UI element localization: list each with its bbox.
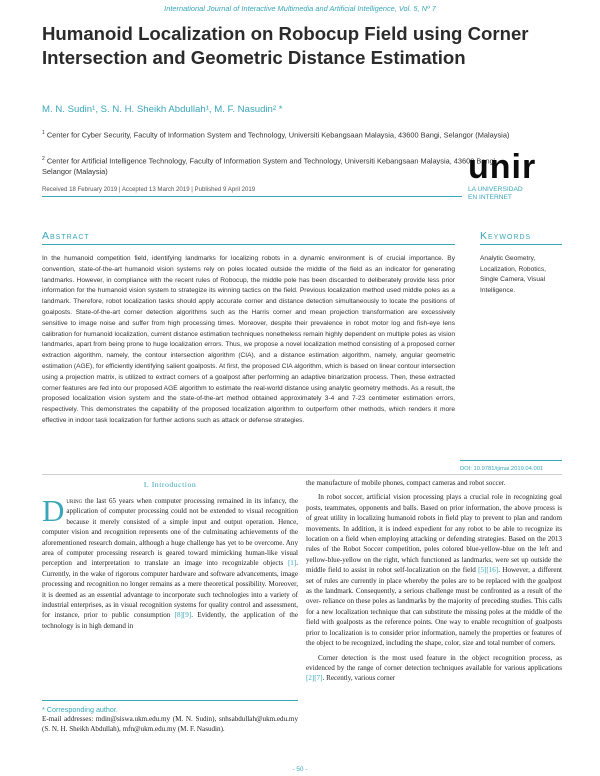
corresponding-author-box <box>42 700 298 735</box>
affiliation-number: 2 <box>42 156 45 162</box>
logo-subtitle-2: EN INTERNET <box>468 194 512 201</box>
affiliation-2 <box>42 154 512 178</box>
abstract-divider <box>42 244 455 245</box>
citation-link[interactable]: [5][16] <box>478 566 499 575</box>
affiliation-number: 1 <box>42 130 45 136</box>
logo-subtitle-1: LA UNIVERSIDAD <box>468 186 523 193</box>
paper-title: Humanoid Localization on Robocup Field using Corner Intersection and Geometric Distance Estimation <box>42 23 529 68</box>
para-text: Corner detection is the most used feature in the object recognition process, as evidenced by the range of corner detection techniques available for various applications <box>306 653 562 672</box>
dates-divider <box>42 196 462 197</box>
citation-link[interactable]: [8][9] <box>174 611 192 620</box>
abstract-body: In the humanoid competition field, identifying landmarks for localizing robots in a dynamic environment is of crucial importance. By convention, state-of-the-art humanoid vision systems rely on poles located outside the middle of the field as an indicator for generating landmarks. However, in compliance with the recent rules of Robocup, the middle pole has been discarded to deliberately provide less prior information for the humanoid vision system to strategize its winning tactics on the field. Previous localization method used middle poles as a landmark. Therefore, robot localization tasks should apply accurate corner and distance detection simultaneously to locate the positions of goalposts. State-of-the-art corner detection algorithms such as the Harris corner and mean projection transformation are excessively sensitive to image noise and suffer from high processing times. Moreover, despite their prevalence in robot motor log and fish-eye lens calibration for humanoid localization, current distance estimation techniques nonetheless remain highly dependent on multiple poles as vision landmarks, apart from being prone to huge localization errors. Thus, we propose a novel localization method consisting of a proposed corner extraction algorithm, namely, the contour intersection algorithm (CIA), and a distance estimation algorithm, namely, angular geometric estimation (AGE), for efficiently identifying salient goalposts. At first, the proposed CIA algorithm, which is based on linear contour intersection using a projection matrix, is utilized to extract corners of a goalpost after performing an adaptive binarization process. Then, these extracted corner features are fed into our proposed AGE algorithm to estimate the real-world distance using analytic geometry methods. As a result, the proposed localization vision system and the state-of-the-art method obtained approximately 3-4 and 7-23 centimeter estimation errors, respectively. This demonstrates the capability of the proposed localization algorithm to outperform other methods, which renders it more effective in indoor task localization for further actions such as attack or defense strategies. <box>42 255 455 424</box>
paragraph <box>306 492 562 648</box>
corresponding-heading: * Corresponding author. <box>42 705 118 714</box>
column-right <box>306 478 562 684</box>
column-left <box>42 493 298 631</box>
lead-word: uring <box>66 497 83 505</box>
corresponding-divider <box>42 700 298 701</box>
corresponding-emails: E-mail addresses: mdin@siswa.ukm.edu.my (M. N. Sudin), snhsabdullah@ukm.edu.my (S. N. H. Sheikh Abdullah), mfn@ukm.edu.my (M. F. Nasudin). <box>42 715 298 734</box>
para-text: . Recently, various corner <box>322 674 396 683</box>
affiliation-text: Center for Artificial Intelligence Technology, Faculty of Information System and Technology, Universiti Kebangsaan Malaysia, 43600 Bangi, Selangor (Malaysia) <box>42 156 498 177</box>
unir-logo <box>468 150 558 202</box>
keywords-divider <box>480 244 562 245</box>
abstract-heading: Abstract <box>42 230 90 242</box>
journal-header: International Journal of Interactive Multimedia and Artificial Intelligence, Vol. 5, Nº 7 <box>164 4 436 13</box>
intro-text-3: . Evidently, the application of the technology is in high demand in <box>42 611 298 630</box>
intro-continued: the manufacture of mobile phones, compact cameras and robot soccer. <box>306 479 506 487</box>
affiliation-1 <box>42 128 512 141</box>
introduction-heading: I. Introduction <box>143 480 197 489</box>
section-divider <box>42 474 562 475</box>
keywords-heading: Keywords <box>480 230 532 242</box>
keywords-body: Analytic Geometry, Localization, Robotics, Single Camera, Visual Intelligence. <box>480 255 546 294</box>
citation-link[interactable]: [1] <box>287 559 297 568</box>
affiliation-text: Center for Cyber Security, Faculty of Information System and Technology, Universiti Kebangsaan Malaysia, 43600 Bangi, Selangor (Malaysia) <box>46 130 510 140</box>
doi-link[interactable]: DOI: 10.9781/ijimai.2019.04.001 <box>460 466 544 472</box>
intro-text-1: the last 65 years when computer processing remained in its infancy, the application of computer processing could not be extended to visual recognition because it merely consisted of a simple input and output operation. Hence, computer vision and recognition represents one of the culminating achievements of the aforementioned research domain, although a huge challenge has yet to be overcome. Any area of computer processing research is geared toward mimicking human-like visual perception and interpretation to translate an image into recognizable objects <box>42 497 298 568</box>
citation-link[interactable]: [2][7] <box>306 674 323 683</box>
doi-divider <box>460 460 562 461</box>
author-list: M. N. Sudin¹, S. N. H. Sheikh Abdullah¹, M. F. Nasudin² * <box>42 104 283 115</box>
publication-dates: Received 18 February 2019 | Accepted 13 March 2019 | Published 9 April 2019 <box>42 186 256 193</box>
logo-wordmark: unir <box>468 148 537 186</box>
para-text: In robot soccer, artificial vision processing plays a crucial role in recognizing goal posts, teammates, opponents and balls. Based on prior information, the above process is of great utility in localizing humanoid robots in field play to prevent to plan and random movements. In addition, it is indeed expedient for any robot to be able to recognize its location on a field when employing attacking or defending strategies. Based on the 2013 rules of the Robot Soccer competition, poles colored blue-yellow-blue on the left and yellow-blue-yellow on the right, which functioned as landmarks, were set up outside the middle field to assist in robot self-localization on the field <box>306 493 562 575</box>
drop-cap: D <box>42 493 65 528</box>
intro-text-2: . Currently, in the wake of rigorous computer hardware and software advancements, image processing and recognition no longer remains as a mere theoretical possibility. Moreover, it is deemed as an essential advantage to incorporate such technologies into a variety of industrial enterprises, as in visual recognition systems for quality control and assessment, for instance, prior to public consumption <box>42 559 298 620</box>
para-text: . However, a different set of rules are currently in place whereby the poles are to be replaced with the goalpost as the landmark. Consequently, a serious challenge must be confronted as a result of the over- reliance on these poles as landmarks by the majority of preceding studies. This calls for a new localization technique that can substitute the missing poles at the middle of the field with goalposts as the reference points. One way to enable recognition of goalposts prior to localization is to consider prior information, namely the properties or features of the object to be recognized, including the shape, color, size and total number of corners. <box>306 566 562 648</box>
paragraph <box>306 653 562 684</box>
page-number: - 50 - <box>292 766 308 773</box>
